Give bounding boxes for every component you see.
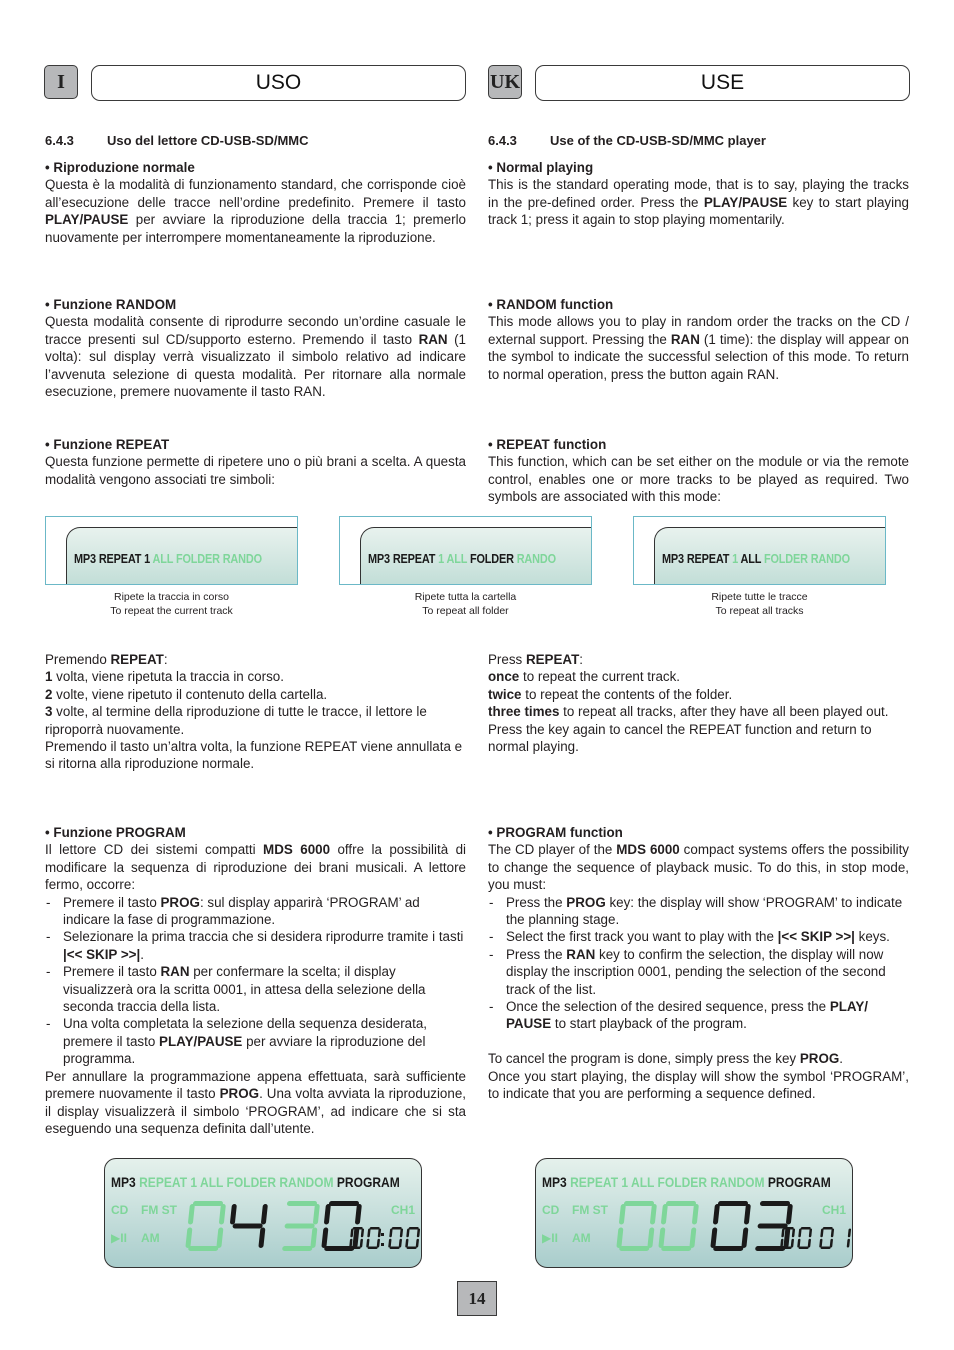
digit-segment <box>838 1247 848 1250</box>
list-item: - Una volta completata la selezione della sequenza desiderata, premere il tasto PLAY/PAUSE per avviare la riproduzione del programma. <box>45 1015 466 1067</box>
digit-segment <box>407 1247 417 1250</box>
paragraph: Premendo REPEAT: <box>45 652 168 667</box>
digit-segment <box>718 1201 749 1206</box>
digit-segment <box>757 1224 788 1229</box>
digit-segment <box>399 1239 402 1248</box>
it-random-function <box>45 296 466 400</box>
digit-segment <box>406 1229 409 1238</box>
digit-segment <box>658 1228 665 1249</box>
en-program-function <box>488 824 909 1102</box>
digit-segment <box>713 1204 720 1225</box>
small-digit <box>388 1227 403 1249</box>
digit-segment <box>360 1239 363 1248</box>
page-number: 14 <box>457 1281 497 1316</box>
digit-segment <box>232 1224 263 1229</box>
big-digit <box>279 1201 320 1251</box>
paragraph: This function, which can be set either on the module or via the remote control, enables one or more tracks to be played as required. Two symbols are associated with this mode: <box>488 454 909 505</box>
lcd-indicator: ▶II <box>542 1231 558 1245</box>
uk-section-title: USE <box>535 65 910 101</box>
heading: • RANDOM function <box>488 297 614 312</box>
small-digit <box>819 1227 834 1249</box>
digit-segment <box>848 1229 851 1238</box>
digit-segment <box>352 1237 362 1240</box>
list-item: - Press the PROG key: the display will show ‘PROGRAM’ to indicate the planning stage. <box>488 894 909 929</box>
digit-segment <box>235 1201 266 1206</box>
digit-segment <box>329 1201 360 1206</box>
digit-segment <box>650 1204 657 1225</box>
digit-segment <box>616 1228 623 1249</box>
digit-segment <box>326 1224 357 1229</box>
digit-segment <box>822 1237 832 1240</box>
list-item: - Premere il tasto PROG: sul display apparirà ‘PROGRAM’ ad indicare la fase di programmazione. <box>45 894 466 929</box>
paragraph: three times to repeat all tracks, after they have all been played out. <box>488 704 889 720</box>
digit-segment <box>389 1229 392 1238</box>
digit-segment <box>282 1204 289 1225</box>
digit-segment <box>258 1228 265 1249</box>
display-caption <box>45 590 298 618</box>
digit-segment <box>836 1239 839 1248</box>
digit-segment <box>781 1229 784 1238</box>
paragraph: This is the standard operating mode, that is to say, playing the tracks in the pre-defined order. Press the PLAY/PAUSE key to start playing track 1; press it again to stop playing momentarily. <box>488 177 909 228</box>
lcd-indicator: REPEAT <box>392 551 439 566</box>
digit-segment <box>366 1239 369 1248</box>
digit-segment <box>800 1237 810 1240</box>
digit-segment <box>830 1239 833 1248</box>
digit-segment <box>798 1229 801 1238</box>
digit-segment <box>661 1204 668 1225</box>
heading: • REPEAT function <box>488 437 607 452</box>
display-caption <box>339 590 592 618</box>
digit-segment <box>284 1224 315 1229</box>
digit-segment <box>840 1227 850 1230</box>
digit-segment <box>370 1227 380 1230</box>
lcd-screen <box>360 527 592 585</box>
digit-segment <box>353 1227 363 1230</box>
digit-segment <box>823 1227 833 1230</box>
digit-segment <box>190 1224 221 1229</box>
digit-segment <box>400 1229 403 1238</box>
digit-segment <box>647 1228 654 1249</box>
paragraph: once to repeat the current track. <box>488 669 681 685</box>
big-digit <box>227 1201 268 1251</box>
digit-segment <box>621 1224 652 1229</box>
digit-segment <box>230 1246 261 1251</box>
digit-segment <box>409 1227 419 1230</box>
digit-segment <box>388 1239 391 1248</box>
digit-segment <box>417 1229 420 1238</box>
digit-segment <box>839 1237 849 1240</box>
digit-segment <box>619 1204 626 1225</box>
digit-segment <box>287 1201 318 1206</box>
digit-segment <box>837 1229 840 1238</box>
lcd-indicator: REPEAT <box>98 551 145 566</box>
digit-segment <box>188 1204 195 1225</box>
it-normal-playing <box>45 159 466 246</box>
caption-english: To repeat the current track <box>110 605 233 617</box>
paragraph: Questa modalità consente di riprodurre secondo un’ordine casuale le tracce presenti sul CD/supporto esterno. Premendo il tasto RAN (1 volta): sul display verrà visualizzato il simbolo relativo ad indicare l’avvenuta selezione di questa modalità. Per ritornare alla normale esecuzione, premere nuovamente il tasto RAN. <box>45 314 466 400</box>
digit-segment <box>391 1237 401 1240</box>
digit-segment <box>661 1246 692 1251</box>
small-digit <box>405 1227 420 1249</box>
lcd-indicator: PROGRAM <box>336 1174 400 1190</box>
paragraph: Questa funzione permette di ripetere uno o più brani a scelta. A questa modalità vengono associati tre simboli: <box>45 454 466 487</box>
digit-segment <box>786 1204 793 1225</box>
lcd-indicator: ALL <box>152 551 176 566</box>
caption-english: To repeat all folder <box>422 605 509 617</box>
caption-italian: Ripete tutta la cartella <box>414 591 517 603</box>
lcd-indicator: MP3 <box>111 1174 140 1190</box>
caption-english: To repeat all tracks <box>715 605 804 617</box>
lcd-indicator: FM ST <box>141 1203 177 1217</box>
subsection-heading: 6.4.3 Uso del lettore CD-USB-SD/MMC <box>45 133 309 148</box>
heading: • Funzione RANDOM <box>45 297 177 312</box>
list-item: - Selezionare la prima traccia che si desidera riprodurre tramite i tasti |<< SKIP >>|. <box>45 928 466 963</box>
heading: • Normal playing <box>488 160 594 175</box>
paragraph: This mode allows you to play in random order the tracks on the CD / external support. Pressing the RAN (1 time): the display will appear on the symbol to indicate the successful selection of this mode. To return to normal operation, press the button again RAN. <box>488 314 909 382</box>
colon-dot <box>381 1233 384 1236</box>
lcd-indicator: MP3 <box>662 551 687 566</box>
en-normal-playing <box>488 159 909 229</box>
digit-segment <box>820 1229 823 1238</box>
digit-readout <box>105 1159 422 1268</box>
list-item: - Premere il tasto RAN per confermare la scelta; il display visualizzerà ora la scritta 0001, in attesa della selezione della seconda traccia della lista. <box>45 963 466 1015</box>
lcd-indicator: CD <box>542 1203 560 1217</box>
it-program-function <box>45 824 466 1137</box>
lcd-indicator: FOLDER <box>469 551 517 566</box>
lcd-indicator: AM <box>572 1231 591 1245</box>
digit-segment <box>791 1239 794 1248</box>
steps-list <box>45 894 466 1068</box>
en-repeat-function <box>488 436 909 506</box>
paragraph: Once you start playing, the display will show the symbol ‘PROGRAM’, to indicate that you are performing a sequence defined. <box>488 1068 909 1102</box>
digit-segment <box>819 1239 822 1248</box>
digit-segment <box>369 1237 379 1240</box>
digit-segment <box>808 1239 811 1248</box>
channel-indicator: CH1 <box>821 1203 846 1217</box>
repeat-lcd-display <box>45 516 298 585</box>
heading: • Funzione REPEAT <box>45 437 170 452</box>
heading: • PROGRAM function <box>488 825 623 840</box>
caption-italian: Ripete tutte le tracce <box>711 591 808 603</box>
digit-segment <box>847 1239 850 1248</box>
en-repeat-steps <box>488 651 909 755</box>
big-digit <box>710 1201 751 1251</box>
lcd-indicator-row <box>662 551 850 566</box>
digit-segment <box>831 1229 834 1238</box>
digit-segment <box>405 1239 408 1248</box>
program-lcd-display <box>104 1158 422 1268</box>
digit-segment <box>755 1204 762 1225</box>
lcd-indicator: MP3 <box>74 551 99 566</box>
digit-segment <box>390 1247 400 1250</box>
italian-column <box>45 132 466 149</box>
lcd-indicator: ▶II <box>111 1231 127 1245</box>
digit-segment <box>713 1246 744 1251</box>
digit-segment <box>368 1247 378 1250</box>
digit-segment <box>188 1246 219 1251</box>
digit-segment <box>321 1228 328 1249</box>
digit-segment <box>784 1227 794 1230</box>
lcd-indicator: CD <box>111 1203 129 1217</box>
digit-segment <box>666 1201 697 1206</box>
digit-segment <box>216 1228 223 1249</box>
paragraph: Premendo il tasto un’altra volta, la funzione REPEAT viene annullata e si ritorna alla riproduzione normale. <box>45 739 463 772</box>
small-digit <box>797 1227 812 1249</box>
colon-dot <box>381 1243 384 1246</box>
digit-segment <box>799 1247 809 1250</box>
lcd-indicator: ALL <box>740 551 764 566</box>
digit-segment <box>261 1204 268 1225</box>
digit-segment <box>715 1224 746 1229</box>
paragraph: Press REPEAT: <box>488 652 584 667</box>
italian-section-title: USO <box>91 65 466 101</box>
digit-segment <box>350 1229 353 1238</box>
paragraph: To cancel the program is done, simply press the key PROG. <box>488 1051 844 1067</box>
lcd-indicator: REPEAT 1 ALL FOLDER RANDOM <box>570 1174 768 1190</box>
big-digit <box>752 1201 793 1251</box>
lcd-indicator: MP3 <box>368 551 393 566</box>
paragraph: Il lettore CD dei sistemi compatti MDS 6000 offre la possibilità di modificare la sequenza di riproduzione dei brani musicali. A lettore fermo, occorre: <box>45 842 467 893</box>
digit-segment <box>797 1239 800 1248</box>
english-column <box>488 132 909 149</box>
digit-readout <box>536 1159 853 1268</box>
lcd-indicator: AM <box>141 1231 160 1245</box>
lcd-indicator: 1 <box>438 551 447 566</box>
lcd-indicator: REPEAT <box>686 551 733 566</box>
paragraph: Press the key again to cancel the REPEAT function and return to normal playing. <box>488 721 872 755</box>
digit-segment <box>801 1227 811 1230</box>
paragraph: 2 volte, viene ripetuto il contenuto della cartella. <box>45 686 328 702</box>
digit-segment <box>351 1247 361 1250</box>
lcd-indicator: RANDO <box>516 551 556 566</box>
digit-segment <box>392 1227 402 1230</box>
digit-segment <box>193 1201 224 1206</box>
lcd-indicator: MP3 <box>542 1174 571 1190</box>
digit-segment <box>624 1201 655 1206</box>
lcd-indicator: 1 <box>732 551 741 566</box>
digit-segment <box>689 1228 696 1249</box>
digit-segment <box>752 1228 759 1249</box>
paragraph: The CD player of the MDS 6000 compact systems offers the possibility to change the sequence of playback music. To do this, in stop mode, you must: <box>488 842 909 893</box>
subsection-heading: 6.4.3 Use of the CD-USB-SD/MMC player <box>488 133 766 148</box>
repeat-lcd-display <box>339 516 592 585</box>
lcd-indicator: RANDO <box>222 551 262 566</box>
digit-segment <box>230 1204 237 1225</box>
digit-segment <box>416 1239 419 1248</box>
digit-segment <box>378 1229 381 1238</box>
uk-language-badge: UK <box>488 65 522 99</box>
digit-segment <box>377 1239 380 1248</box>
digit-segment <box>324 1204 331 1225</box>
en-random-function <box>488 296 909 383</box>
digit-segment <box>782 1247 792 1250</box>
digit-segment <box>783 1237 793 1240</box>
display-caption <box>633 590 886 618</box>
small-digit <box>836 1227 851 1249</box>
repeat-lcd-display <box>633 516 886 585</box>
small-digit <box>366 1227 381 1249</box>
lcd-indicator: 1 <box>144 551 153 566</box>
digit-segment <box>619 1246 650 1251</box>
lcd-screen <box>654 527 886 585</box>
digit-segment <box>744 1204 751 1225</box>
digit-segment <box>310 1228 317 1249</box>
it-repeat-function <box>45 436 466 488</box>
digit-segment <box>692 1204 699 1225</box>
paragraph: twice to repeat the contents of the folder. <box>488 686 733 702</box>
lcd-indicator: RANDO <box>810 551 850 566</box>
digit-segment <box>313 1204 320 1225</box>
lcd-indicator-row <box>368 551 556 566</box>
digit-segment <box>279 1228 286 1249</box>
paragraph: 3 volte, al termine della riproduzione di tutte le tracce, il lettore le riproporrà nuovamente. <box>45 704 427 737</box>
big-digit <box>321 1201 362 1251</box>
program-lcd-display <box>535 1158 853 1268</box>
list-item: - Once the selection of the desired sequence, press the PLAY/ PAUSE to start playback of the program. <box>488 998 909 1033</box>
digit-segment <box>227 1228 234 1249</box>
lcd-indicator-row <box>74 551 262 566</box>
digit-segment <box>408 1237 418 1240</box>
lcd-screen <box>66 527 298 585</box>
big-digit <box>616 1201 657 1251</box>
list-item: - Select the first track you want to play with the |<< SKIP >>| keys. <box>488 928 909 945</box>
steps-list <box>488 894 909 1033</box>
lcd-indicator: FOLDER <box>763 551 811 566</box>
paragraph: Questa è la modalità di funzionamento standard, che corrisponde cioè all’esecuzione delle tracce nell’ordine predefinito. Premere il tasto PLAY/PAUSE per avviare la riproduzione della traccia 1; premerlo nuovamente per interrompere momentaneamente la riproduzione. <box>45 177 466 245</box>
digit-segment <box>185 1228 192 1249</box>
digit-segment <box>760 1201 791 1206</box>
it-repeat-steps <box>45 651 466 773</box>
lcd-indicator: FM ST <box>572 1203 608 1217</box>
digit-segment <box>710 1228 717 1249</box>
heading: • Riproduzione normale <box>45 160 195 175</box>
digit-segment <box>282 1246 313 1251</box>
list-item: - Press the RAN key to confirm the selection, the display will now display the inscription 0001, pending the selection of the second track of the list. <box>488 946 909 998</box>
big-digit <box>658 1201 699 1251</box>
big-digit <box>185 1201 226 1251</box>
lcd-indicator: REPEAT 1 ALL FOLDER RANDOM <box>139 1174 337 1190</box>
digit-segment <box>809 1229 812 1238</box>
heading: • Funzione PROGRAM <box>45 825 186 840</box>
digit-segment <box>663 1224 694 1229</box>
digit-segment <box>821 1247 831 1250</box>
lcd-indicator: ALL <box>446 551 470 566</box>
paragraph: Per annullare la programmazione appena effettuata, sarà sufficiente premere nuovamente il tasto PROG. Una volta avviata la riproduzione, il display visualizzerà il simbolo ‘PROGRAM’, ad indicare che si sta eseguendo una sequenza definita dall’utente. <box>45 1068 466 1136</box>
lcd-indicator: PROGRAM <box>767 1174 831 1190</box>
lcd-indicator: FOLDER <box>175 551 223 566</box>
digit-segment <box>219 1204 226 1225</box>
digit-segment <box>367 1229 370 1238</box>
digit-segment <box>741 1228 748 1249</box>
digit-segment <box>355 1204 362 1225</box>
digit-segment <box>361 1229 364 1238</box>
channel-indicator: CH1 <box>390 1203 415 1217</box>
paragraph: 1 volta, viene ripetuta la traccia in corso. <box>45 669 284 685</box>
caption-italian: Ripete la traccia in corso <box>114 591 229 603</box>
digit-segment <box>792 1229 795 1238</box>
italian-language-badge: I <box>44 65 78 99</box>
